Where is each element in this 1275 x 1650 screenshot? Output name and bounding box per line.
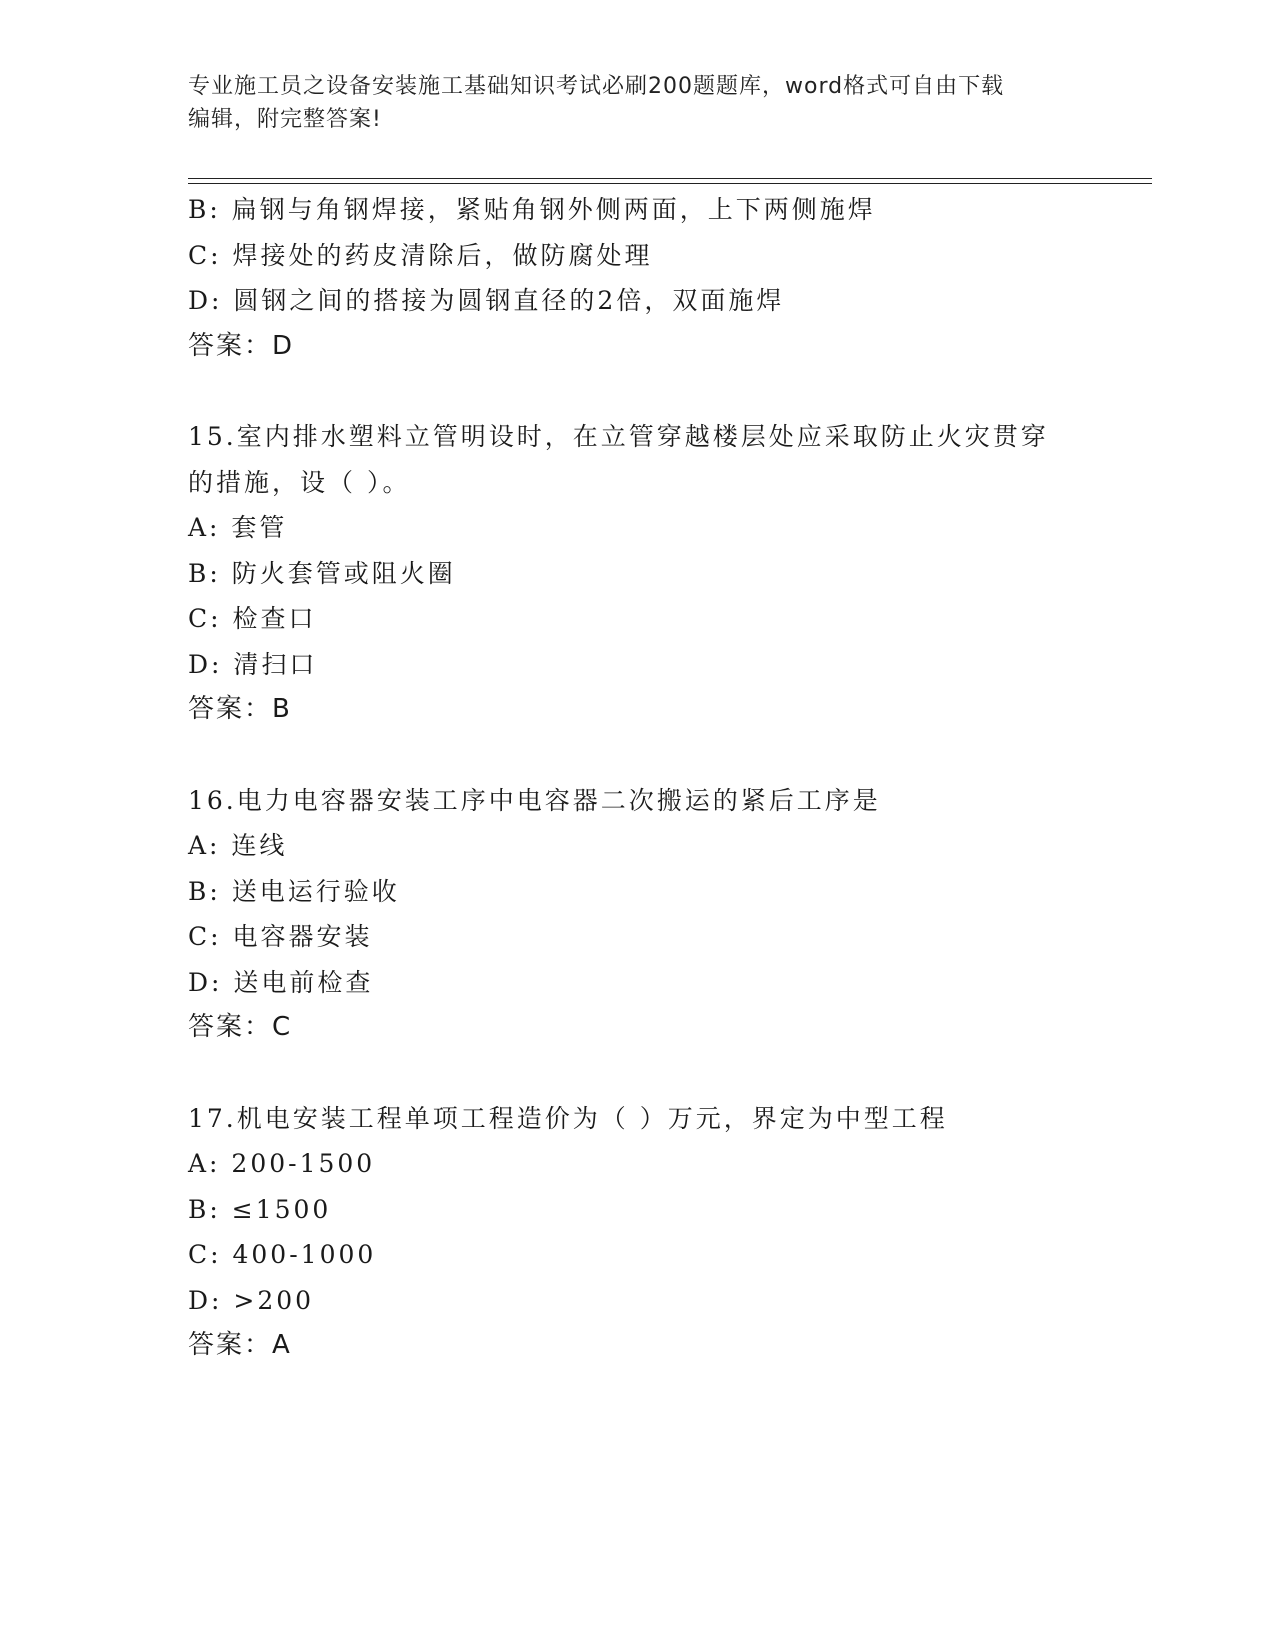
option-a: A: 套管	[188, 513, 288, 542]
option-b: B: 防火套管或阻火圈	[188, 558, 456, 588]
option-a: A: 200-1500	[188, 1149, 376, 1178]
header-line-2: 编辑，附完整答案!	[188, 107, 382, 132]
question-stem-continued: 的措施，设（ ）。	[188, 467, 411, 497]
spacer	[188, 733, 1088, 778]
option-d: D: 送电前检查	[188, 967, 374, 997]
document-header	[188, 70, 1088, 136]
header-line-1: 专业施工员之设备安装施工基础知识考试必刷200题题库，word格式可自由下载	[188, 74, 1005, 99]
spacer	[188, 1051, 1088, 1096]
question-16	[188, 778, 1088, 1051]
option-d: D: 清扫口	[188, 649, 318, 679]
option-c: C: 检查口	[188, 604, 317, 633]
option-d: D: >200	[188, 1285, 315, 1315]
question-14-partial	[188, 187, 1088, 369]
question-15	[188, 414, 1088, 733]
option-b: B: ≤1500	[188, 1194, 332, 1224]
header-divider-top	[188, 178, 1152, 179]
question-stem: 15.室内排水塑料立管明设时，在立管穿越楼层处应采取防止火灾贯穿	[188, 422, 1049, 451]
answer: 答案：A	[188, 1330, 292, 1360]
option-b: B: 扁钢与角钢焊接，紧贴角钢外侧两面，上下两侧施焊	[188, 195, 876, 224]
question-stem: 16.电力电容器安装工序中电容器二次搬运的紧后工序是	[188, 785, 881, 815]
question-list	[188, 187, 1088, 1369]
question-17	[188, 1096, 1088, 1369]
option-d: D: 圆钢之间的搭接为圆钢直径的2倍，双面施焊	[188, 286, 785, 315]
option-c: C: 焊接处的药皮清除后，做防腐处理	[188, 240, 653, 270]
answer: 答案：B	[188, 694, 292, 724]
answer: 答案：D	[188, 330, 295, 361]
option-a: A: 连线	[188, 831, 288, 860]
option-c: C: 电容器安装	[188, 922, 373, 951]
answer: 答案：C	[188, 1012, 293, 1042]
spacer	[188, 369, 1088, 414]
question-stem: 17.机电安装工程单项工程造价为（ ）万元，界定为中型工程	[188, 1103, 948, 1133]
option-b: B: 送电运行验收	[188, 876, 400, 906]
option-c: C: 400-1000	[188, 1240, 377, 1269]
header-divider-bottom	[188, 183, 1152, 184]
